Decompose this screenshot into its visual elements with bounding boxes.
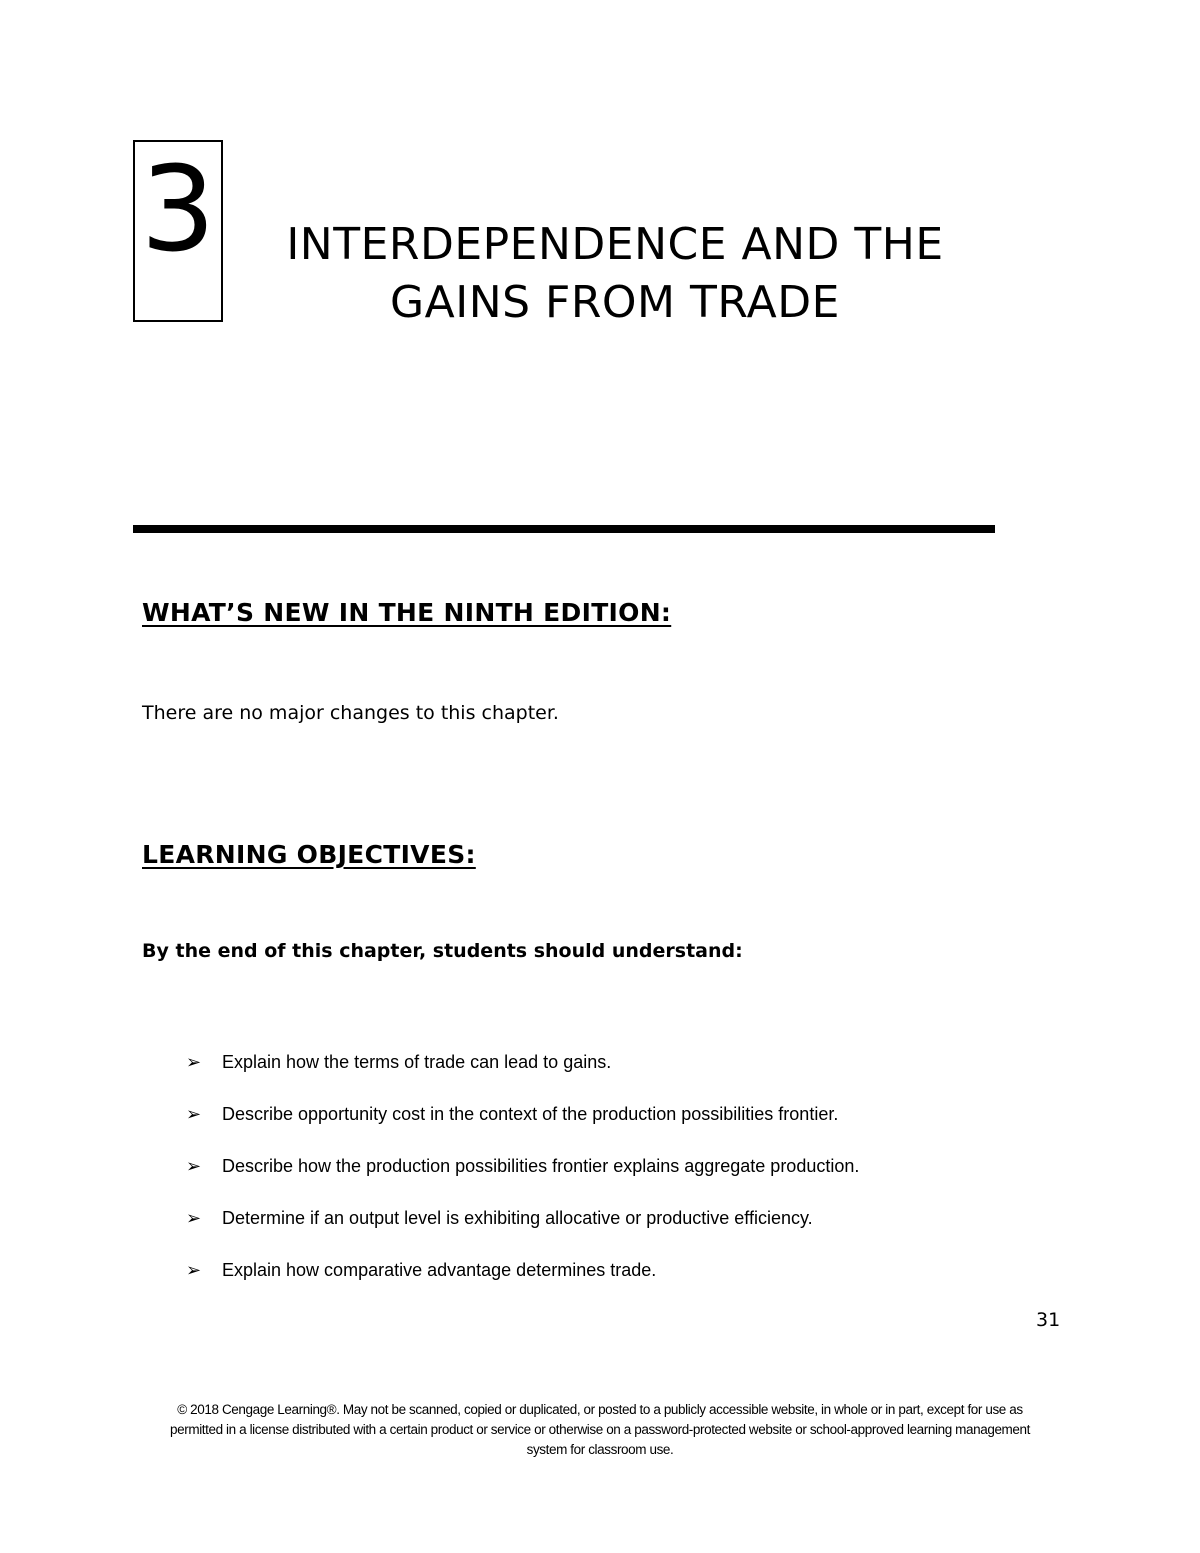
objective-item xyxy=(186,1088,859,1140)
footer-line-2: permitted in a license distributed with a certain product or service or otherwise on a password-protected website or school-approved learning management xyxy=(170,1422,1030,1437)
chapter-title xyxy=(240,216,990,332)
arrow-bullet-icon: ➢ xyxy=(186,1155,202,1176)
chapter-title-line-1: INTERDEPENDENCE AND THE xyxy=(286,219,944,270)
chapter-number-box xyxy=(133,140,223,322)
copyright-footer xyxy=(150,1400,1050,1460)
learning-objectives-lead: By the end of this chapter, students should understand: xyxy=(142,940,743,962)
arrow-bullet-icon: ➢ xyxy=(186,1103,202,1124)
objective-text: Explain how comparative advantage determines trade. xyxy=(222,1259,657,1280)
footer-line-3: system for classroom use. xyxy=(526,1442,674,1457)
objective-item xyxy=(186,1192,859,1244)
objective-text: Explain how the terms of trade can lead to gains. xyxy=(222,1051,612,1072)
chapter-number: 3 xyxy=(140,140,216,278)
arrow-bullet-icon: ➢ xyxy=(186,1051,202,1072)
learning-objectives-heading: LEARNING OBJECTIVES: xyxy=(142,840,476,869)
footer-line-1: © 2018 Cengage Learning®. May not be scanned, copied or duplicated, or posted to a publicly accessible website, in whole or in part, except for use as xyxy=(177,1402,1023,1417)
whats-new-text: There are no major changes to this chapter. xyxy=(142,702,559,724)
objective-text: Describe how the production possibilities frontier explains aggregate production. xyxy=(222,1155,860,1176)
arrow-bullet-icon: ➢ xyxy=(186,1259,202,1280)
objective-item xyxy=(186,1244,859,1296)
chapter-title-line-2: GAINS FROM TRADE xyxy=(390,277,840,328)
objective-text: Determine if an output level is exhibiting allocative or productive efficiency. xyxy=(222,1207,813,1228)
objectives-list xyxy=(186,1036,859,1296)
objective-item xyxy=(186,1036,859,1088)
horizontal-rule xyxy=(133,525,995,533)
whats-new-heading: WHAT’S NEW IN THE NINTH EDITION: xyxy=(142,598,672,627)
page-number: 31 xyxy=(1036,1309,1061,1331)
arrow-bullet-icon: ➢ xyxy=(186,1207,202,1228)
objective-item xyxy=(186,1140,859,1192)
objective-text: Describe opportunity cost in the context of the production possibilities frontier. xyxy=(222,1103,839,1124)
